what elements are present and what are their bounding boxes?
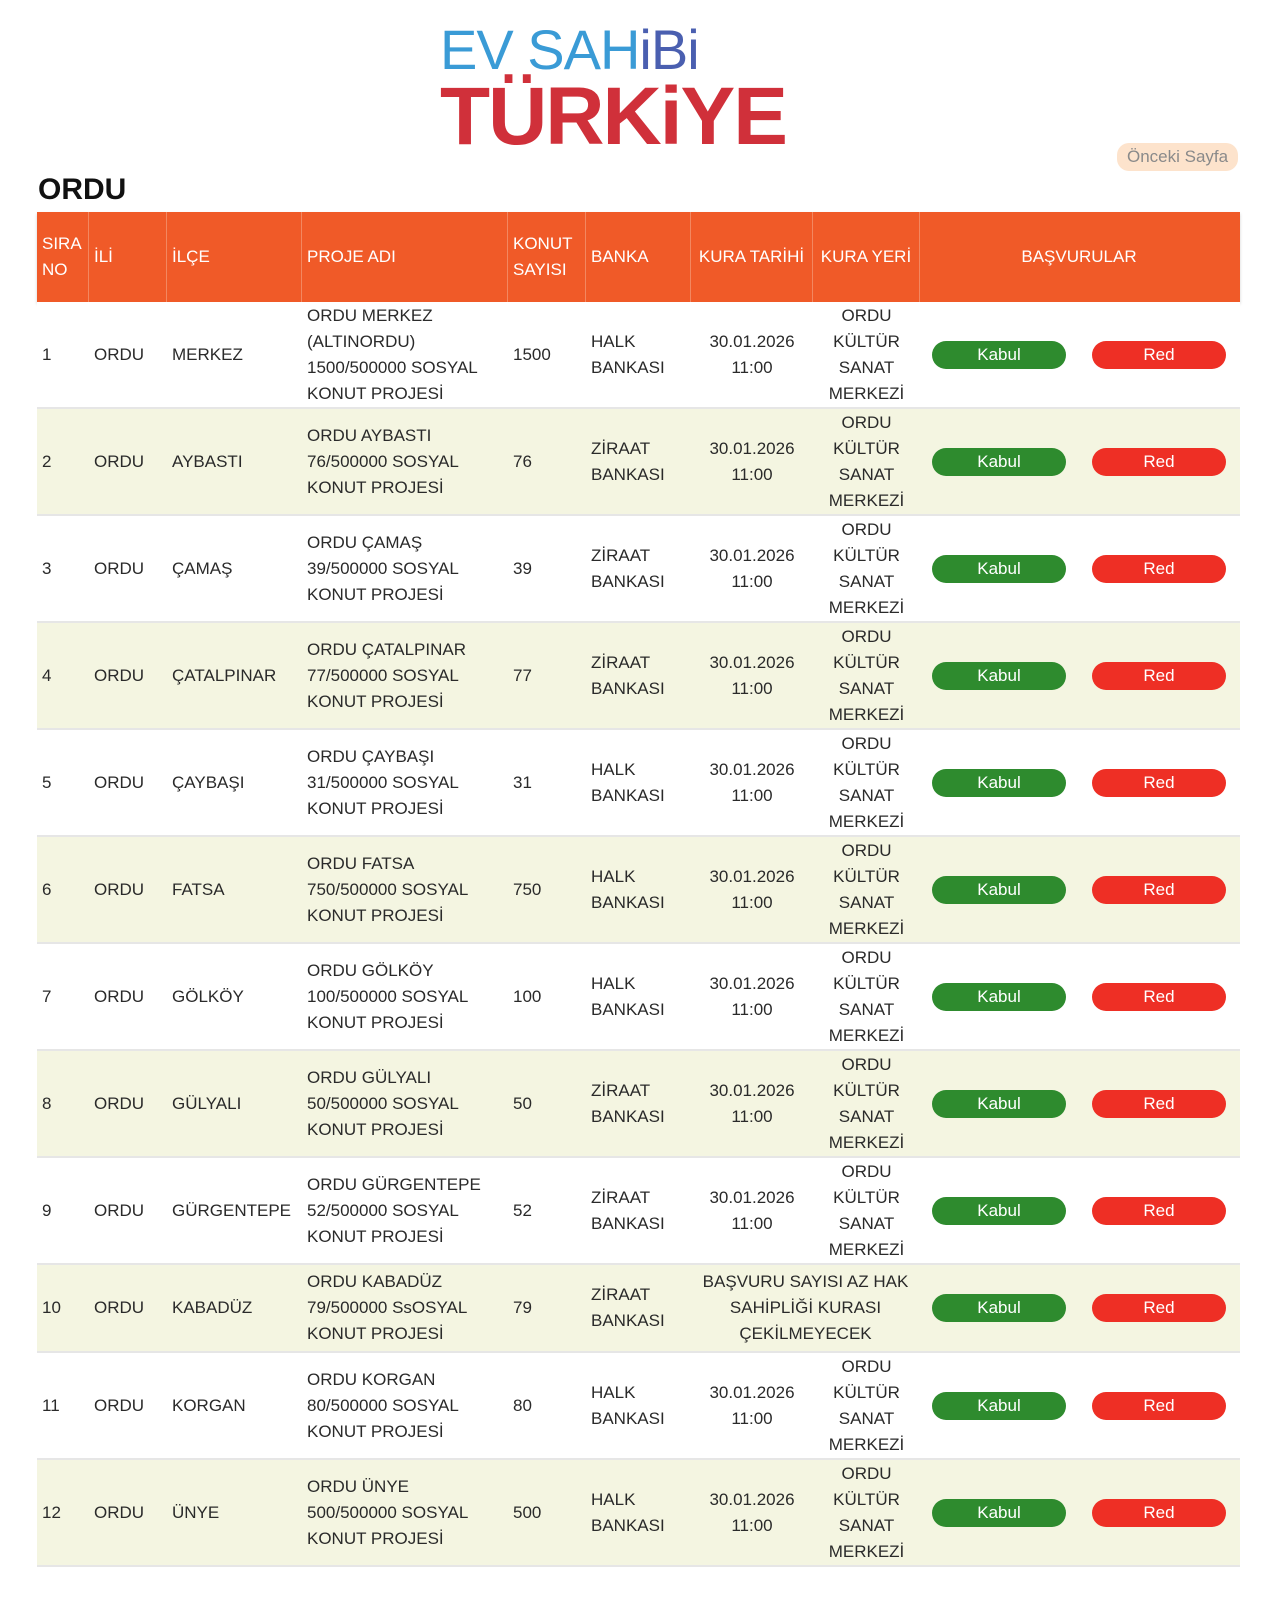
cell-konut-sayisi: 39: [513, 558, 532, 578]
kabul-button[interactable]: Kabul: [932, 1392, 1066, 1420]
header-banka: BANKA: [586, 212, 691, 302]
cell-proje-adi: ORDU GÖLKÖY 100/500000 SOSYAL KONUT PROJESİ: [307, 960, 468, 1032]
cell-banka: HALK BANKASI: [591, 866, 665, 912]
kabul-button[interactable]: Kabul: [932, 555, 1066, 583]
cell-sira-no: 9: [42, 1200, 52, 1220]
cell-basvurular: [920, 1460, 1240, 1565]
cell-kura-yeri: ORDU KÜLTÜR SANAT MERKEZİ: [828, 1054, 905, 1152]
cell-ili: ORDU: [94, 879, 145, 899]
cell-ilce: GÖLKÖY: [172, 986, 244, 1006]
cell-sira-no: 3: [42, 558, 52, 578]
table-row: [37, 516, 1240, 623]
cell-kura-tarihi: 30.01.2026 11:00: [709, 652, 795, 698]
header-kura-tarihi: KURA TARİHİ: [691, 212, 813, 302]
cell-basvurular: [920, 623, 1240, 728]
cell-ilce: MERKEZ: [172, 344, 243, 364]
cell-ili: ORDU: [94, 451, 145, 471]
table-row: [37, 1158, 1240, 1265]
cell-ili: ORDU: [94, 665, 145, 685]
cell-kura-tarihi: 30.01.2026 11:00: [709, 1382, 795, 1428]
header-basvurular: BAŞVURULAR: [1021, 247, 1137, 266]
cell-banka: ZİRAAT BANKASI: [591, 438, 665, 484]
cell-sira-no: 4: [42, 665, 52, 685]
cell-banka: ZİRAAT BANKASI: [591, 545, 665, 591]
red-button[interactable]: Red: [1092, 876, 1226, 904]
cell-proje-adi: ORDU KORGAN 80/500000 SOSYAL KONUT PROJESİ: [307, 1369, 459, 1441]
kabul-button[interactable]: Kabul: [932, 1499, 1066, 1527]
cell-kura-yeri: ORDU KÜLTÜR SANAT MERKEZİ: [828, 626, 905, 724]
kabul-button[interactable]: Kabul: [932, 1197, 1066, 1225]
cell-basvurular: [920, 837, 1240, 942]
kabul-button[interactable]: Kabul: [932, 341, 1066, 369]
cell-ili: ORDU: [94, 986, 145, 1006]
red-button[interactable]: Red: [1092, 662, 1226, 690]
header-ilce: İLÇE: [167, 212, 302, 302]
kabul-button[interactable]: Kabul: [932, 769, 1066, 797]
cell-konut-sayisi: 500: [513, 1502, 542, 1522]
cell-sira-no: 5: [42, 772, 52, 792]
cell-proje-adi: ORDU ÇAYBAŞI 31/500000 SOSYAL KONUT PROJESİ: [307, 746, 459, 818]
cell-kura-yeri: ORDU KÜLTÜR SANAT MERKEZİ: [828, 1356, 905, 1454]
cell-ili: ORDU: [94, 344, 145, 364]
cell-sira-no: 12: [42, 1502, 61, 1522]
red-button[interactable]: Red: [1092, 1090, 1226, 1118]
header-ili: İLİ: [89, 212, 167, 302]
cell-ilce: KABADÜZ: [172, 1298, 253, 1317]
red-button[interactable]: Red: [1092, 1197, 1226, 1225]
table-row: [37, 1353, 1240, 1460]
cell-banka: HALK BANKASI: [591, 331, 665, 377]
cell-kura-tarihi: 30.01.2026 11:00: [709, 1080, 795, 1126]
table-row: [37, 730, 1240, 837]
kabul-button[interactable]: Kabul: [932, 448, 1066, 476]
header-kura-yeri: KURA YERİ: [813, 212, 920, 302]
cell-ili: ORDU: [94, 1093, 145, 1113]
red-button[interactable]: Red: [1092, 1294, 1226, 1322]
cell-kura-note: BAŞVURU SAYISI AZ HAK SAHİPLİĞİ KURASI ÇEKİLMEYECEK: [702, 1272, 909, 1343]
cell-konut-sayisi: 1500: [513, 344, 551, 364]
cell-banka: HALK BANKASI: [591, 1489, 665, 1535]
cell-basvurular: [920, 409, 1240, 514]
logo-line-turkiye: TÜRKiYE: [440, 71, 786, 162]
cell-ilce: GÜRGENTEPE: [172, 1200, 292, 1220]
cell-banka: ZİRAAT BANKASI: [591, 1080, 665, 1126]
cell-basvurular: [920, 730, 1240, 835]
cell-konut-sayisi: 31: [513, 772, 532, 792]
cell-proje-adi: ORDU GÜRGENTEPE 52/500000 SOSYAL KONUT PROJESİ: [307, 1174, 481, 1246]
cell-proje-adi: ORDU ÇAMAŞ 39/500000 SOSYAL KONUT PROJESİ: [307, 532, 459, 604]
table-row: [37, 302, 1240, 409]
previous-page-button[interactable]: Önceki Sayfa: [1117, 143, 1238, 171]
cell-konut-sayisi: 77: [513, 665, 532, 685]
kabul-button[interactable]: Kabul: [932, 1294, 1066, 1322]
cell-sira-no: 7: [42, 986, 52, 1006]
table-row: [37, 1265, 1240, 1353]
cell-ili: ORDU: [94, 558, 145, 578]
cell-proje-adi: ORDU ÜNYE 500/500000 SOSYAL KONUT PROJESİ: [307, 1476, 468, 1548]
cell-kura-tarihi: 30.01.2026 11:00: [709, 973, 795, 1019]
cell-ilce: ÇATALPINAR: [172, 665, 277, 685]
table-row: [37, 944, 1240, 1051]
red-button[interactable]: Red: [1092, 1499, 1226, 1527]
cell-kura-yeri: ORDU KÜLTÜR SANAT MERKEZİ: [828, 412, 905, 510]
cell-ilce: ÇAYBAŞI: [172, 772, 245, 792]
table-header: [37, 212, 1240, 302]
page-title: ORDU: [38, 173, 127, 206]
cell-ilce: FATSA: [172, 879, 225, 899]
cell-ili: ORDU: [94, 772, 145, 792]
header-konut-sayisi: KONUT SAYISI: [508, 212, 586, 302]
red-button[interactable]: Red: [1092, 983, 1226, 1011]
cell-basvurular: [920, 302, 1240, 407]
cell-sira-no: 8: [42, 1093, 52, 1113]
table-row: [37, 623, 1240, 730]
cell-ili: ORDU: [94, 1395, 145, 1415]
red-button[interactable]: Red: [1092, 555, 1226, 583]
cell-sira-no: 2: [42, 451, 52, 471]
cell-basvurular: [920, 516, 1240, 621]
cell-ili: ORDU: [94, 1298, 145, 1317]
cell-banka: HALK BANKASI: [591, 759, 665, 805]
cell-banka: HALK BANKASI: [591, 973, 665, 1019]
projects-table: [37, 212, 1240, 1567]
kabul-button[interactable]: Kabul: [932, 1090, 1066, 1118]
cell-proje-adi: ORDU FATSA 750/500000 SOSYAL KONUT PROJESİ: [307, 853, 468, 925]
cell-konut-sayisi: 80: [513, 1395, 532, 1415]
cell-proje-adi: ORDU AYBASTI 76/500000 SOSYAL KONUT PROJESİ: [307, 425, 459, 497]
red-button[interactable]: Red: [1092, 448, 1226, 476]
kabul-button[interactable]: Kabul: [932, 662, 1066, 690]
cell-banka: HALK BANKASI: [591, 1382, 665, 1428]
cell-konut-sayisi: 52: [513, 1200, 532, 1220]
cell-kura-yeri: ORDU KÜLTÜR SANAT MERKEZİ: [828, 947, 905, 1045]
header-proje-adi: PROJE ADI: [302, 212, 508, 302]
cell-proje-adi: ORDU KABADÜZ 79/500000 SsOSYAL KONUT PROJESİ: [307, 1272, 467, 1343]
cell-basvurular: [920, 944, 1240, 1049]
cell-basvurular: [920, 1051, 1240, 1156]
red-button[interactable]: Red: [1092, 341, 1226, 369]
table-row: [37, 837, 1240, 944]
kabul-button[interactable]: Kabul: [932, 983, 1066, 1011]
logo-line-ev-sahibi: [440, 18, 699, 81]
cell-ilce: KORGAN: [172, 1395, 246, 1415]
cell-kura-tarihi: 30.01.2026 11:00: [709, 331, 795, 377]
cell-konut-sayisi: 79: [513, 1298, 532, 1317]
cell-ili: ORDU: [94, 1200, 145, 1220]
ev-sahibi-turkiye-logo[interactable]: [440, 18, 840, 162]
cell-ilce: AYBASTI: [172, 451, 243, 471]
kabul-button[interactable]: Kabul: [932, 876, 1066, 904]
cell-kura-yeri: ORDU KÜLTÜR SANAT MERKEZİ: [828, 305, 905, 403]
cell-sira-no: 11: [42, 1395, 60, 1415]
cell-proje-adi: ORDU MERKEZ (ALTINORDU) 1500/500000 SOSYAL KONUT PROJESİ: [307, 305, 478, 403]
cell-ilce: ÇAMAŞ: [172, 558, 233, 578]
cell-konut-sayisi: 750: [513, 879, 542, 899]
cell-kura-tarihi: 30.01.2026 11:00: [709, 438, 795, 484]
cell-proje-adi: ORDU ÇATALPINAR 77/500000 SOSYAL KONUT PROJESİ: [307, 639, 467, 711]
cell-kura-tarihi: 30.01.2026 11:00: [709, 545, 795, 591]
cell-proje-adi: ORDU GÜLYALI 50/500000 SOSYAL KONUT PROJESİ: [307, 1067, 459, 1139]
cell-ili: ORDU: [94, 1502, 145, 1522]
cell-basvurular: [920, 1158, 1240, 1263]
cell-basvurular: [920, 1265, 1240, 1351]
cell-konut-sayisi: 50: [513, 1093, 532, 1113]
cell-sira-no: 10: [42, 1298, 61, 1317]
cell-banka: ZİRAAT BANKASI: [591, 1187, 665, 1233]
logo-part-ibi: iBi: [639, 18, 699, 81]
cell-basvurular: [920, 1353, 1240, 1458]
cell-kura-yeri: ORDU KÜLTÜR SANAT MERKEZİ: [828, 840, 905, 938]
cell-kura-yeri: ORDU KÜLTÜR SANAT MERKEZİ: [828, 733, 905, 831]
cell-ilce: GÜLYALI: [172, 1093, 242, 1113]
table-row: [37, 1051, 1240, 1158]
cell-banka: ZİRAAT BANKASI: [591, 1285, 665, 1330]
table-row: [37, 1460, 1240, 1567]
cell-kura-yeri: ORDU KÜLTÜR SANAT MERKEZİ: [828, 519, 905, 617]
cell-sira-no: 6: [42, 879, 52, 899]
table-row: [37, 409, 1240, 516]
cell-sira-no: 1: [42, 344, 52, 364]
logo-part-ev-sah: EV SAH: [440, 18, 640, 81]
cell-kura-tarihi: 30.01.2026 11:00: [709, 1489, 795, 1535]
cell-kura-yeri: ORDU KÜLTÜR SANAT MERKEZİ: [828, 1463, 905, 1561]
cell-kura-tarihi: 30.01.2026 11:00: [709, 866, 795, 912]
red-button[interactable]: Red: [1092, 1392, 1226, 1420]
cell-konut-sayisi: 100: [513, 986, 542, 1006]
cell-banka: ZİRAAT BANKASI: [591, 652, 665, 698]
red-button[interactable]: Red: [1092, 769, 1226, 797]
cell-kura-tarihi: 30.01.2026 11:00: [709, 1187, 795, 1233]
cell-kura-tarihi: 30.01.2026 11:00: [709, 759, 795, 805]
cell-kura-yeri: ORDU KÜLTÜR SANAT MERKEZİ: [828, 1161, 905, 1259]
cell-konut-sayisi: 76: [513, 451, 532, 471]
cell-ilce: ÜNYE: [172, 1502, 220, 1522]
header-sira-no: SIRA NO: [37, 212, 89, 302]
